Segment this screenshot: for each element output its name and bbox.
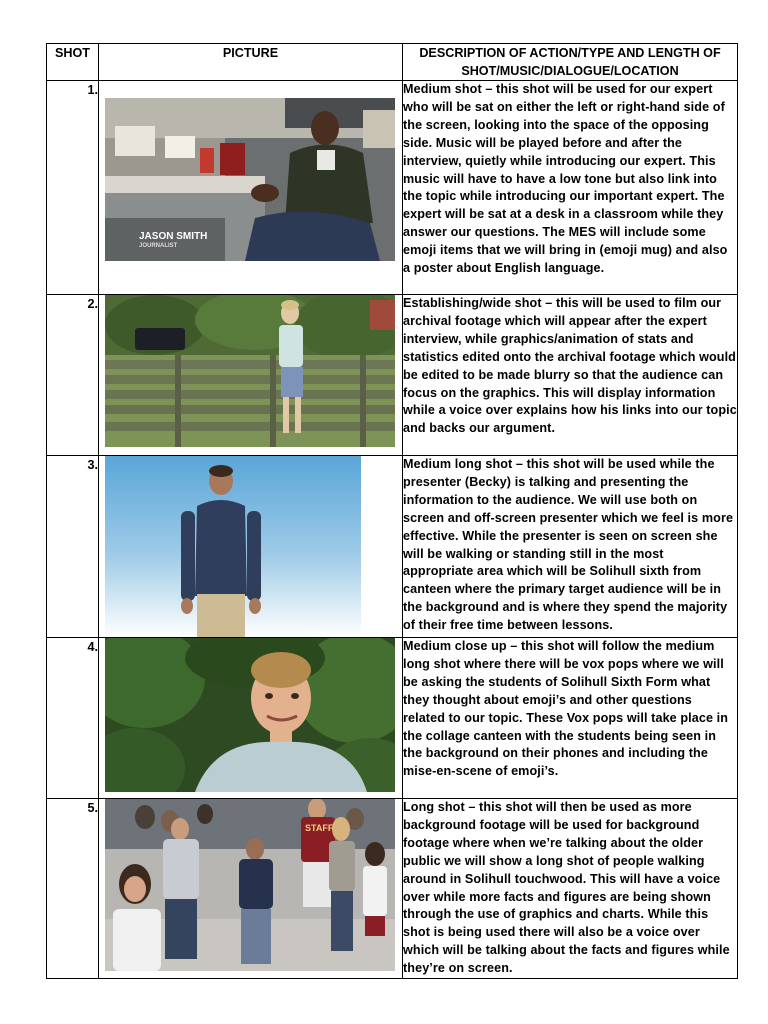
- shot-number: 2.: [47, 295, 99, 456]
- picture-cell: [99, 81, 403, 295]
- vox-pop-photo: [105, 638, 395, 792]
- shot-row-3: [47, 456, 738, 638]
- picture-cell: [99, 638, 403, 799]
- header-description: DESCRIPTION OF ACTION/TYPE AND LENGTH OF SHOT/MUSIC/DIALOGUE/LOCATION: [403, 44, 738, 81]
- picture-cell: [99, 799, 403, 979]
- shot-number: 4.: [47, 638, 99, 799]
- shot-description: Medium shot – this shot will be used for our expert who will be sat on either the left or right-hand side of the screen, looking into the space of the opposing side. Music will be played before and after the interview, quietly while introducing our expert. This music will have to have a low tone but also link into the topic while introducing our important expert. The expert will be sat at a desk in a classroom while they answer our questions. The MES will include some emoji items that we will bring in (emoji mug) and also a poster about English language.: [403, 81, 738, 295]
- lower-third-name: JASON SMITH: [139, 231, 208, 242]
- header-picture: PICTURE: [99, 44, 403, 81]
- picture-cell: [99, 295, 403, 456]
- shot-number: 5.: [47, 799, 99, 979]
- shot-row-5: [47, 799, 738, 979]
- header-row: [47, 44, 738, 81]
- presenter-photo: [105, 456, 361, 637]
- shot-list-table: [46, 43, 738, 979]
- shot-row-2: [47, 295, 738, 456]
- shirt-text: STAFF: [305, 823, 334, 833]
- header-shot: SHOT: [47, 44, 99, 81]
- shot-row-4: [47, 638, 738, 799]
- shot-description: Medium long shot – this shot will be used while the presenter (Becky) is talking and presenting the information to the audience. We will use both on screen and off-screen presenter which we feel is more effective. While the presenter is seen on screen she will be walking or standing still in the most appropriate area which will be Solihull sixth from canteen where the primary target audience will be in the background and is where they spend the majority of their free time between lessons.: [403, 456, 738, 638]
- shot-description: Establishing/wide shot – this will be used to film our archival footage which will appear after the expert interview, while graphics/animation of stats and statistics edited onto the archival footage which would be edited to be made blurry so that the audience can focus on the graphics. This will display information while a voice over explains how his links into our topic and backs our argument.: [403, 295, 738, 456]
- shot-description: Long shot – this shot will then be used as more background footage will be used for background footage where when we’re talking about the older public we will show a long shot of people walking around in Solihull touchwood. This will have a voice over while more facts and figures are being shown through the use of graphics and charts. While this shot is being used there will also be a voice over which will be talking about the facts and figures while they’re on screen.: [403, 799, 738, 979]
- crowd-walking-photo: [105, 799, 395, 971]
- shot-number: 3.: [47, 456, 99, 638]
- shot-row-1: [47, 81, 738, 295]
- picture-cell: [99, 456, 403, 638]
- archival-footage-photo: [105, 295, 395, 447]
- shot-number: 1.: [47, 81, 99, 295]
- lower-third-role: JOURNALIST: [139, 243, 178, 249]
- shot-description: Medium close up – this shot will follow the medium long shot where there will be vox pops where we will be asking the students of Solihull Sixth Form what they thought about emoji’s and other questions related to our topic. These Vox pops will take place in the collage canteen with the students being seen in the background on their phones and including the mise-en-scene of emoji’s.: [403, 638, 738, 799]
- interview-photo: [105, 98, 395, 261]
